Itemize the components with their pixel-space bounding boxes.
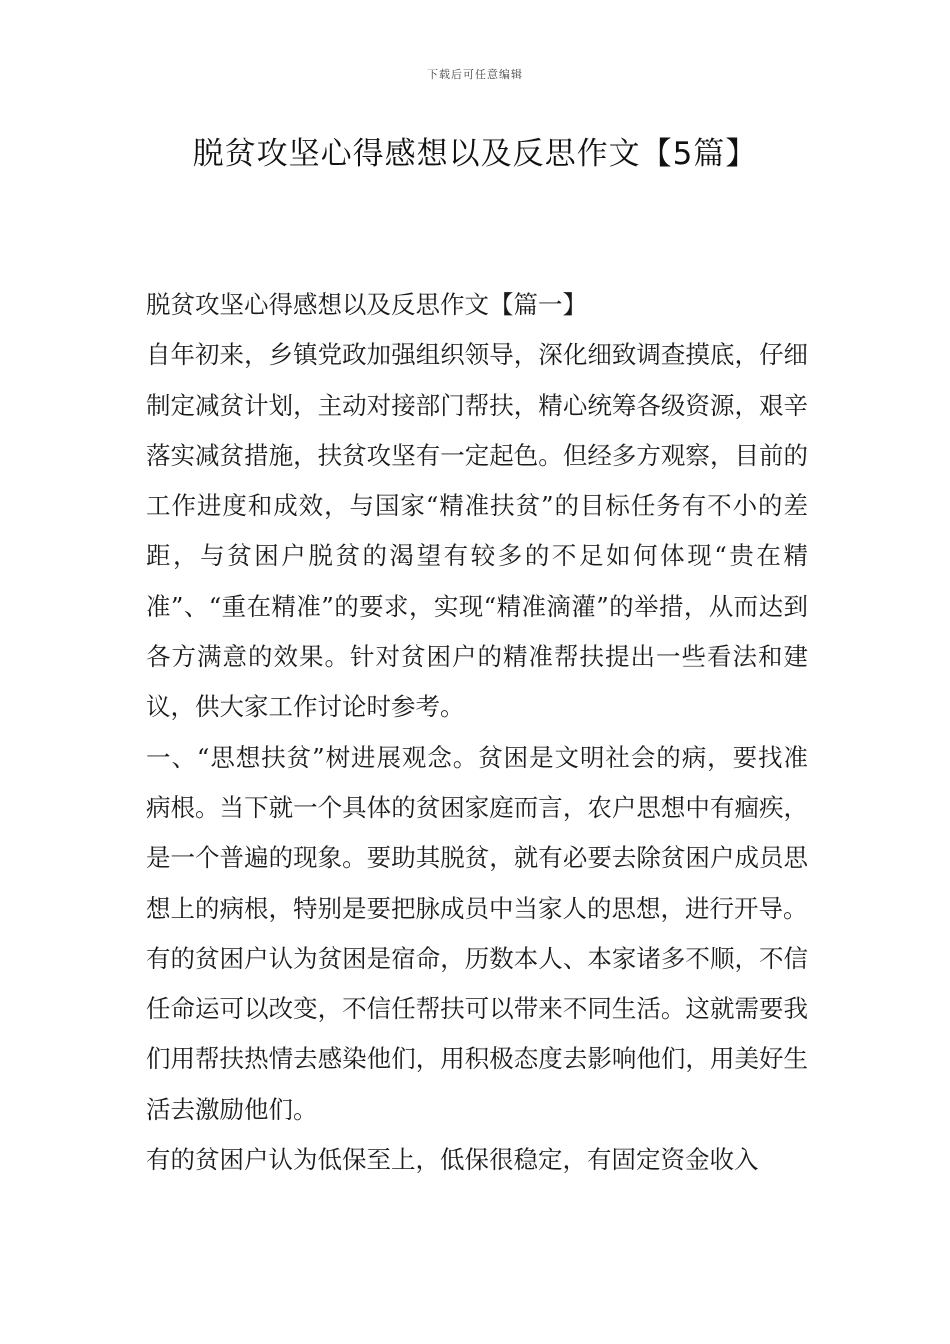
section-heading: 脱贫攻坚心得感想以及反思作文【篇一】 — [146, 290, 587, 319]
paragraph-1: 自年初来，乡镇党政加强组织领导，深化细致调查摸底，仔细制定减贫计划，主动对接部门帮扶，精心统筹各级资源，艰辛落实减贫措施，扶贫攻坚有一定起色。但经多方观察，目前的工作进度和成效，与国家“精准扶贫”的目标任务有不小的差距，与贫困户脱贫的渴望有较多的不足如何体现“贵在精准”、“重在精准”的要求，实现“精准滴灌”的举措，从而达到各方满意的效果。针对贫困户的精准帮扶提出一些看法和建议，供大家工作讨论时参考。 — [146, 340, 808, 722]
header-note: 下载后可任意编辑 — [427, 68, 523, 81]
document-title: 脱贫攻坚心得感想以及反思作文【5篇】 — [192, 136, 758, 172]
paragraph-2: 一、“思想扶贫”树进展观念。贫困是文明社会的病，要找准病根。当下就一个具体的贫困家庭而言，农户思想中有痼疾，是一个普遍的现象。要助其脱贫，就有必要去除贫困户成员思想上的病根，特别是要把脉成员中当家人的思想，进行开导。 — [146, 742, 808, 923]
paragraph-4: 有的贫困户认为低保至上，低保很稳定，有固定资金收入 — [146, 1145, 759, 1175]
document-body — [146, 280, 808, 1185]
paragraph-3: 有的贫困户认为贫困是宿命，历数本人、本家诸多不顺，不信任命运可以改变，不信任帮扶可以带来不同生活。这就需要我们用帮扶热情去感染他们，用积极态度去影响他们，用美好生活去激励他们。 — [146, 943, 808, 1124]
